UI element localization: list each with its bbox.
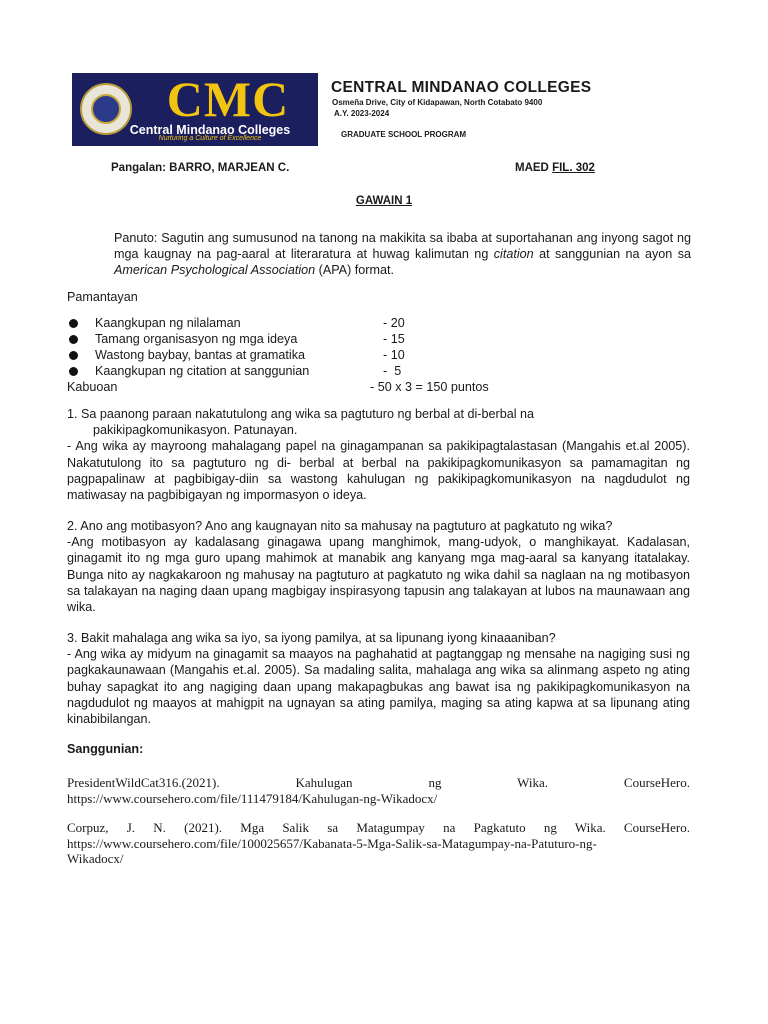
student-name: Pangalan: BARRO, MARJEAN C. — [111, 162, 290, 174]
criteria-item-points: - 20 — [383, 316, 405, 330]
criteria-item-points: - 5 — [383, 364, 402, 378]
logo-tagline: Nurturing a Culture of Excellence — [158, 135, 262, 142]
question-text: 2. Ano ang motibasyon? Ano ang kaugnayan nito sa mahusay na pagtuturo at pagkatuto ng wika? — [67, 519, 613, 533]
activity-title-text: GAWAIN 1 — [355, 195, 413, 207]
program-name: GRADUATE SCHOOL PROGRAM — [341, 130, 467, 139]
bullet-icon — [69, 335, 78, 344]
question-block-2 — [67, 518, 690, 615]
answer-text: - Ang wika ay mayroong mahalagang papel na ginagampanan sa pakikipagtalastasan (Mangahis et.al 2005). Nakatutulong ito sa pagtuturo ng di- berbal at berbal na pakikipagkomunikasyon sa pamamagitan ng pagpapalinaw at pagbibigay-diin sa wastong kahulugan ng pakikipagkomunikasyon na nagdudulot ng matiwasay na pagbibigayan ng impormasyon o ideya. — [67, 439, 690, 503]
course-prefix: MAED — [515, 162, 549, 174]
criteria-item-label: Kaangkupan ng nilalaman — [95, 316, 241, 330]
instructions-text-2: at sanggunian na ayon sa — [533, 247, 691, 262]
instructions-text-3: (APA) format. — [315, 263, 394, 278]
instructions-text-1: Panuto: Sagutin ang sumusunod na tanong na makikita sa ibaba at suportahanan ang inyong sagot ng mga kaugnay na pag-aaral at literaratura at huwag kalimutan ng — [114, 231, 691, 262]
reference-url: https://www.coursehero.com/file/100025657/Kabanata-5-Mga-Salik-sa-Matagumpay-na-Patuturo-ng- — [67, 835, 597, 851]
reference-citation: Corpuz, J. N. (2021). Mga Salik sa Matagumpay na Pagkatuto ng Wika. CourseHero. — [67, 820, 690, 835]
reference-url-continued: Wikadocx/ — [67, 851, 124, 866]
criteria-label: Pamantayan — [67, 290, 138, 304]
course-code: FIL. 302 — [552, 162, 595, 174]
criteria-total — [67, 380, 527, 396]
question-text-continued: pakikipagkomunikasyon. Patunayan. — [93, 423, 298, 438]
answer-text: - Ang wika ay midyum na ginagamit sa maayos na paghahatid at pagtanggap ng mensahe na nagiging susi ng pagkakaunawaan (Mangahis et.al. 2005). Sa madaling salita, mahalaga ang wika sa alinmang aspeto ng ating buhay sapagkat ito ang nagiging daan upang makapagbukas ang bawat isa ng pakikipagkomunikasyon na nagdudulot ng maayos at mahigpit na ugnayan sa ating pamilya, maging sa ating kapwa at sa lipunang ating kinabibilangan. — [67, 647, 690, 727]
course-info — [515, 162, 595, 174]
criteria-total-label: Kabuoan — [67, 380, 118, 394]
question-block-1 — [67, 406, 690, 503]
activity-title — [0, 195, 768, 207]
logo-abbreviation: CMC — [166, 73, 290, 127]
bullet-icon — [69, 367, 78, 376]
reference-item — [67, 820, 690, 867]
criteria-item — [67, 364, 527, 380]
instructions — [114, 230, 691, 279]
school-address: Osmeña Drive, City of Kidapawan, North Cotabato 9400 — [332, 98, 543, 107]
question-block-3 — [67, 630, 690, 727]
school-logo — [72, 73, 318, 146]
references-title: Sanggunian: — [67, 742, 144, 756]
school-name: CENTRAL MINDANAO COLLEGES — [331, 79, 592, 96]
criteria-item — [67, 316, 527, 332]
criteria-item — [67, 348, 527, 364]
logo-school-name: Central Mindanao Colleges — [129, 123, 291, 137]
criteria-item-label: Tamang organisasyon ng mga ideya — [95, 332, 298, 346]
bullet-icon — [69, 351, 78, 360]
question-text: 1. Sa paanong paraan nakatutulong ang wika sa pagtuturo ng berbal at di-berbal na — [67, 407, 535, 421]
question-text: 3. Bakit mahalaga ang wika sa iyo, sa iyong pamilya, at sa lipunang iyong kinaaaniban? — [67, 631, 556, 645]
criteria-item-label: Kaangkupan ng citation at sanggunian — [95, 364, 310, 378]
criteria-item-points: - 10 — [383, 348, 405, 362]
academic-year: A.Y. 2023-2024 — [334, 109, 390, 118]
criteria-total-value: - 50 x 3 = 150 puntos — [370, 380, 489, 394]
criteria-item — [67, 332, 527, 348]
instructions-italic-2: American Psychological Association — [114, 263, 316, 278]
criteria-item-points: - 15 — [383, 332, 405, 346]
reference-item — [67, 775, 690, 806]
bullet-icon — [69, 319, 78, 328]
criteria-item-label: Wastong baybay, bantas at gramatika — [95, 348, 306, 362]
reference-url: https://www.coursehero.com/file/111479184/Kahulugan-ng-Wikadocx/ — [67, 790, 438, 806]
answer-text: -Ang motibasyon ay kadalasang ginagawa upang manghimok, mang-udyok, o manghikayat. Kadalasan, ginagamit ito ng mga guro upang mahimok at manabik ang kanyang mga mag-aaral sa kanyang itatalakay. Bunga nito ay nagkakaroon ng mahusay na pagtuturo at pagkatuto ng wika dahil sa naglaan na ng motibasyon sa talakayan na naging daan upang magbigay inspirasyong tapusin ang talakayan at lubos na maunawaan ang wika. — [67, 535, 690, 615]
reference-citation: PresidentWildCat316.(2021). Kahulugan ng Wika. CourseHero. — [67, 775, 690, 790]
criteria-list — [67, 316, 527, 396]
instructions-italic-1: citation — [493, 247, 534, 262]
